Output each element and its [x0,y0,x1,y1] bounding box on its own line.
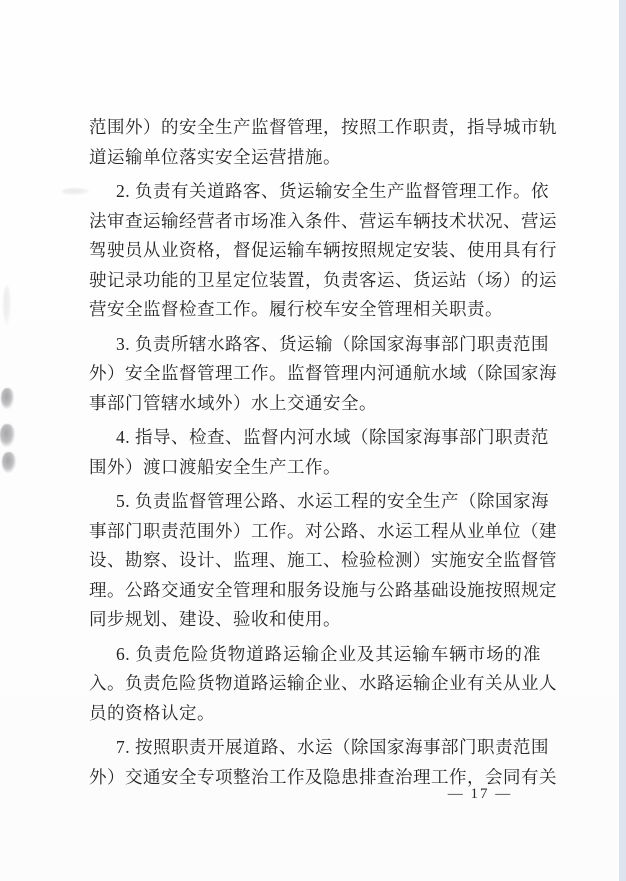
text-line: 外）交通安全专项整治工作及隐患排查治理工作，会同有关 [89,766,557,787]
text-line: 7. 按照职责开展道路、水运（除国家海事部门职责范围 [116,737,549,757]
text-line: 道运输单位落实安全运营措施。 [89,146,341,167]
text-line: 3. 负责所辖水路客、货运输（除国家海事部门职责范围 [116,333,549,354]
text-line: 5. 负责监督管理公路、水运工程的安全生产（除国家海 [116,491,549,511]
text-line: 2. 负责有关道路客、货运输安全生产监督管理工作。依 [116,181,549,201]
paragraph [89,733,557,792]
text-line: 范围外）的安全生产监督管理，按照工作职责，指导城市轨 [89,117,557,137]
paragraph [89,177,557,325]
scan-artifact [2,452,16,473]
text-line: 围外）渡口渡船安全生产工作。 [89,456,341,477]
paragraph [89,640,557,729]
text-line: 6. 负责危险货物道路运输企业及其运输车辆市场的准 [116,643,541,664]
paragraph [89,330,557,419]
page-number: — 17 — [447,786,513,802]
text-block [89,113,557,792]
paragraph [89,113,557,172]
text-line: 驶记录功能的卫星定位装置，负责客运、货运站（场）的运 [89,269,557,290]
text-line: 理。公路交通安全管理和服务设施与公路基础设施按照规定 [89,579,557,600]
text-line: 营安全监督检查工作。履行校车安全管理相关职责。 [89,299,503,319]
text-line: 事部门管辖水域外）水上交通安全。 [89,392,377,413]
scan-artifact [0,424,15,447]
text-line: 事部门职责范围外）工作。对公路、水运工程从业单位（建 [89,520,557,541]
scan-artifact [62,188,90,195]
text-line: 员的资格认定。 [89,702,215,723]
scan-artifact [3,286,11,326]
text-line: 同步规划、建设、验收和使用。 [89,609,341,629]
text-line: 驾驶员从业资格，督促运输车辆按照规定安装、使用具有行 [89,240,557,260]
text-line: 外）安全监督管理工作。监督管理内河通航水域（除国家海 [89,363,557,383]
paragraph [89,423,549,482]
text-line: 设、勘察、设计、监理、施工、检验检测）实施安全监督管 [89,550,557,570]
paragraph [89,487,557,635]
scan-edge-strip [619,0,626,881]
text-line: 法审查运输经营者市场准入条件、营运车辆技术状况、营运 [89,210,557,231]
text-line: 入。负责危险货物道路运输企业、水路运输企业有关从业人 [89,673,557,693]
text-line: 4. 指导、检查、监督内河水域（除国家海事部门职责范 [116,427,549,447]
scan-artifact [1,388,14,409]
